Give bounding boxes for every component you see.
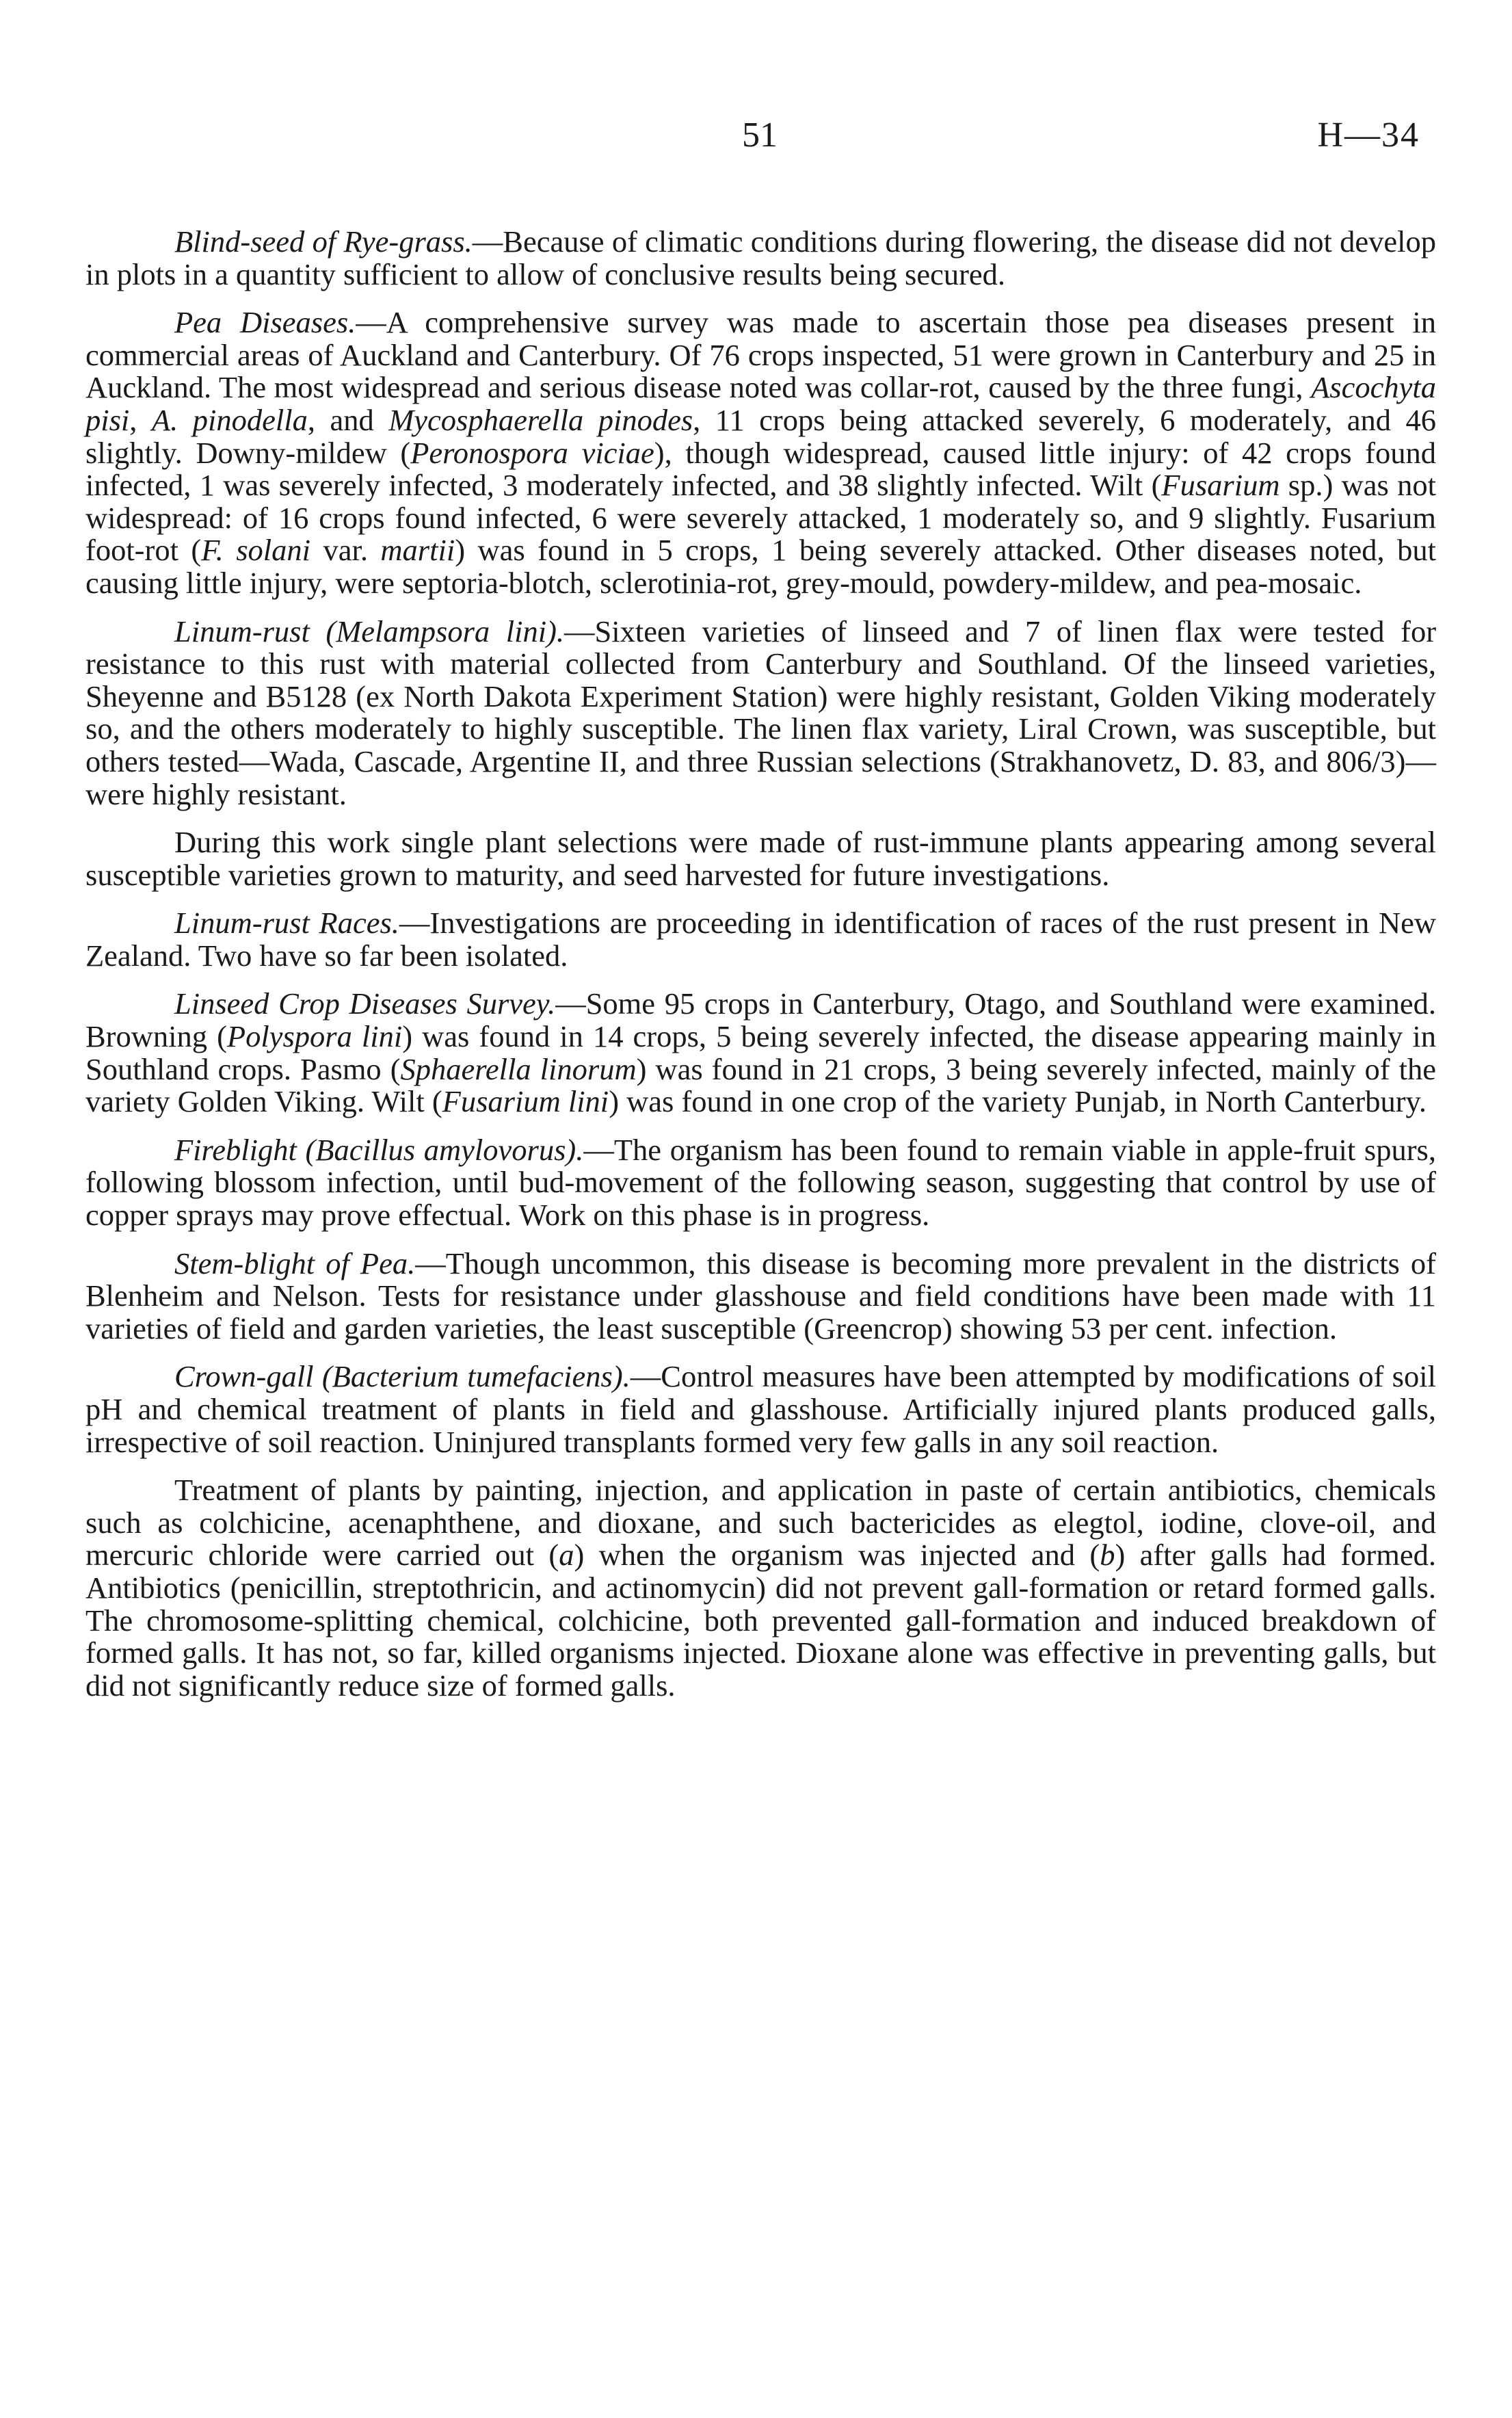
italic-term: Ascochyta pisi	[85, 370, 1436, 437]
paragraph-text: —A comprehensive survey was made to ascertain those pea diseases present in commercial areas of Auckland and Canterbury. Of 76 crops inspected, 51 were grown in Canterbury and 25 in Auckland. The most widespread and serious disease noted was collar-rot, caused by the three fungi,	[85, 305, 1436, 405]
page-header	[0, 115, 1512, 170]
paragraph-heading: Stem-blight of Pea.	[174, 1246, 416, 1280]
paragraph-text: var.	[310, 533, 381, 568]
paragraph	[85, 226, 1436, 291]
paragraph-text: ) was found in 21 crops, 3 being severely infected, mainly of the variety Golden Viking. Wilt (	[85, 1051, 1436, 1119]
paragraph	[85, 1361, 1436, 1458]
paragraph	[85, 988, 1436, 1118]
paragraph-heading: Linum-rust Races.	[174, 906, 399, 941]
body-text	[85, 226, 1436, 1718]
italic-term: Fusarium	[1161, 468, 1280, 503]
paragraph	[85, 306, 1436, 599]
paragraph	[85, 826, 1436, 891]
paragraph-text: —Control measures have been attempted by modifications of soil pH and chemical treatment of plants in field and glasshouse. Artificially injured plants produced galls, irrespective of soil reaction. Uninjured transplants formed very few galls in any soil reaction.	[85, 1359, 1436, 1459]
paragraph-text: ) after galls had formed. Antibiotics (penicillin, streptothricin, and actinomycin) did not prevent gall-formation or retard formed galls. The chromosome-splitting chemical, colchicine, both prevented gall-formation and induced breakdown of formed galls. It has not, so far, killed organisms injected. Dioxane alone was effective in preventing galls, but did not significantly reduce size of formed galls.	[85, 1538, 1436, 1703]
paragraph-text: , 11 crops being attacked severely, 6 moderately, and 46 slightly. Downy-mildew (	[85, 402, 1436, 470]
italic-term: A. pinodella	[151, 402, 308, 437]
paragraph	[85, 616, 1436, 811]
paragraph-text: —Though uncommon, this disease is becoming more prevalent in the districts of Blenheim and Nelson. Tests for resistance under glasshouse and field conditions have been made with 11 varieties of field and garden varieties, the least susceptible (Greencrop) showing 53 per cent. infection.	[85, 1246, 1436, 1345]
italic-term: Polyspora lini	[226, 1019, 403, 1054]
paragraph-heading: Pea Diseases.	[174, 305, 356, 340]
paragraph-text: Treatment of plants by painting, injection, and application in paste of certain antibiotics, chemicals such as colchicine, acenaphthene, and dioxane, and such bactericides as elegtol, iodine, clove-oil, and mercuric chloride were carried out (	[85, 1473, 1436, 1573]
italic-term: Mycosphaerella pinodes	[388, 402, 693, 437]
paragraph-text: During this work single plant selections were made of rust-immune plants appearing among several susceptible varieties grown to maturity, and seed harvested for future investigations.	[85, 825, 1436, 892]
italic-term: Peronospora viciae	[410, 435, 654, 470]
paragraph-text: —Sixteen varieties of linseed and 7 of linen flax were tested for resistance to this rust with material collected from Canterbury and Southland. Of the linseed varieties, Sheyenne and B5128 (ex North Dakota Experiment Station) were highly resistant, Golden Viking moderately so, and the others moderately to highly susceptible. The linen flax variety, Liral Crown, was susceptible, but others tested—Wada, Cascade, Argentine II, and three Russian selections (Strakhanovetz, D. 83, and 806/3)—were highly resistant.	[85, 614, 1437, 811]
paragraph-heading: Fireblight (Bacillus amylovorus).	[174, 1132, 584, 1167]
paragraph-heading: Linum-rust (Melampsora lini).	[174, 614, 565, 648]
italic-term: F. solani	[201, 533, 311, 568]
paragraph-heading: Blind-seed of Rye-grass.	[174, 224, 473, 259]
italic-term: a	[559, 1538, 574, 1573]
italic-term: martii	[380, 533, 455, 568]
paragraph	[85, 1474, 1436, 1702]
paragraph-heading: Linseed Crop Diseases Survey.	[174, 986, 556, 1021]
paragraph	[85, 907, 1436, 972]
paragraph-text: —Because of climatic conditions during flowering, the disease did not develop in plots in a quantity sufficient to allow of conclusive results being secured.	[85, 224, 1436, 291]
paragraph	[85, 1248, 1436, 1345]
paragraph-text: ) was found in 14 crops, 5 being severely infected, the disease appearing mainly in Southland crops. Pasmo (	[85, 1019, 1436, 1086]
page-number: 51	[742, 116, 778, 155]
italic-term: Fusarium lini	[442, 1084, 609, 1119]
paragraph-text: —The organism has been found to remain viable in apple-fruit spurs, following blossom infection, until bud-movement of the following season, suggesting that control by use of copper sprays may prove effectual. Work on this phase is in progress.	[85, 1132, 1436, 1233]
paragraph-text: ,	[129, 402, 152, 437]
paragraph-text: , and	[307, 402, 389, 437]
document-reference: H—34	[1317, 116, 1420, 155]
paragraph-text: ) when the organism was injected and (	[574, 1538, 1100, 1573]
paragraph-text: —Some 95 crops in Canterbury, Otago, and Southland were examined. Browning (	[85, 986, 1436, 1054]
paragraph-text: —Investigations are proceeding in identification of races of the rust present in New Zealand. Two have so far been isolated.	[85, 906, 1436, 973]
paragraph	[85, 1134, 1436, 1232]
paragraph-heading: Crown-gall (Bacterium tumefaciens).	[174, 1359, 631, 1394]
paragraph-text: ), though widespread, caused little injury: of 42 crops found infected, 1 was severely infected, 3 moderately infected, and 38 slightly infected. Wilt (	[85, 435, 1436, 503]
paragraph-text: ) was found in one crop of the variety Punjab, in North Canterbury.	[609, 1084, 1427, 1119]
paragraph-text: sp.) was not widespread: of 16 crops found infected, 6 were severely attacked, 1 moderately so, and 9 slightly. Fusarium foot-rot (	[85, 468, 1436, 568]
italic-term: Sphaerella linorum	[400, 1051, 637, 1086]
paragraph-text: ) was found in 5 crops, 1 being severely attacked. Other diseases noted, but causing little injury, were septoria-blotch, sclerotinia-rot, grey-mould, powdery-mildew, and pea-mosaic.	[85, 533, 1436, 600]
italic-term: b	[1100, 1538, 1115, 1573]
